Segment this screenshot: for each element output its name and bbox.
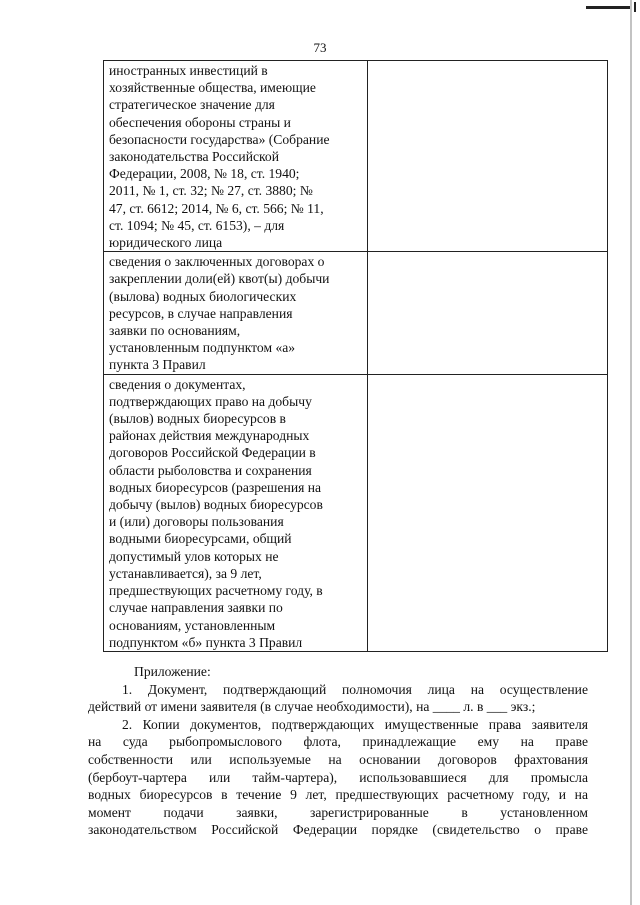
- row-description-line: основаниям, установленным: [109, 617, 276, 633]
- page-number: 73: [313, 40, 327, 55]
- table-row: [104, 61, 608, 252]
- row-description-line: закреплении доли(ей) квот(ы) добычи: [109, 271, 330, 287]
- row-description-line: добычу (вылов) водных биоресурсов: [109, 497, 323, 513]
- requirements-table: [103, 60, 608, 652]
- row-description-line: законодательства Российской: [109, 149, 279, 165]
- row-description-line: водными биоресурсами, общий: [109, 531, 292, 547]
- attachment-item-1-line-1: 1. Документ, подтверждающий полномочия лица на осуществление: [122, 681, 588, 697]
- row-description-cell: [104, 374, 368, 651]
- scan-corner-mark: [586, 6, 630, 9]
- attachment-item-2-line-1: 2. Копии документов, подтверждающих имущественные права заявителя: [122, 716, 588, 732]
- attachment-item-2-line-2: на суда рыбопромыслового флота, принадлежащие ему на праве: [88, 734, 588, 750]
- row-description-line: иностранных инвестиций в: [109, 63, 268, 78]
- row-description-line: водных биоресурсов (разрешения на: [109, 479, 322, 495]
- scan-edge-line: [630, 0, 632, 905]
- row-description-line: (вылов) водных биоресурсов в: [109, 411, 286, 427]
- row-description-line: 47, ст. 6612; 2014, № 6, ст. 566; № 11,: [109, 200, 324, 216]
- attachment-item-2-line-7: законодательством Российской Федерации порядке (свидетельство о праве: [88, 822, 588, 838]
- row-description-line: области рыболовства и сохранения: [109, 462, 312, 478]
- row-description-line: установленным подпунктом «а»: [109, 340, 296, 356]
- table-row: [104, 252, 608, 374]
- scan-corner-tick: [626, 2, 636, 12]
- row-description-line: устанавливается), за 9 лет,: [109, 565, 262, 581]
- attachment-item-2-line-3: собственности или используемые на основании договоров фрахтования: [88, 751, 588, 767]
- attachment-item-2-line-6: момент подачи заявки, зарегистрированные в установленном: [88, 804, 588, 820]
- table-row: [104, 374, 608, 651]
- row-description-cell: [104, 61, 368, 252]
- row-description-line: хозяйственные общества, имеющие: [109, 80, 316, 96]
- attachment-item-2-line-5: водных биоресурсов в течение 9 лет, предшествующих расчетному году, и на: [88, 787, 588, 803]
- row-description-line: сведения о документах,: [109, 376, 246, 392]
- row-description-line: заявки по основаниям,: [109, 323, 241, 339]
- row-description-line: ресурсов, в случае направления: [109, 305, 293, 321]
- row-value-cell: [368, 374, 608, 651]
- row-description-line: ст. 1094; № 45, ст. 6153), – для: [109, 217, 285, 233]
- row-description-line: предшествующих расчетному году, в: [109, 583, 323, 599]
- row-description-line: допустимый улов которых не: [109, 548, 279, 564]
- row-description-line: договоров Российской Федерации в: [109, 445, 316, 461]
- attachment-item-1-line-2: действий от имени заявителя (в случае необходимости), на ____ л. в ___ экз.;: [88, 699, 536, 715]
- row-description-line: подтверждающих право на добычу: [109, 393, 312, 409]
- attachment-item-2-line-4: (бербоут-чартера или тайм-чартера), использовавшиеся для промысла: [88, 769, 588, 785]
- row-description-line: стратегическое значение для: [109, 97, 275, 113]
- row-description-line: и (или) договоры пользования: [109, 514, 284, 530]
- row-description-line: юридического лица: [109, 235, 223, 251]
- row-description-line: подпунктом «б» пункта 3 Правил: [109, 634, 303, 650]
- row-description-line: Федерации, 2008, № 18, ст. 1940;: [109, 166, 300, 182]
- row-description-line: безопасности государства» (Собрание: [109, 131, 330, 147]
- row-description-line: районах действия международных: [109, 428, 310, 444]
- row-description-line: обеспечения обороны страны и: [109, 114, 291, 130]
- row-description-line: пункта 3 Правил: [109, 357, 206, 373]
- row-description-line: (вылова) водных биологических: [109, 288, 297, 304]
- row-description-cell: [104, 252, 368, 374]
- attachment-heading: Приложение:: [134, 664, 211, 679]
- row-description-line: случае направления заявки по: [109, 600, 283, 616]
- row-value-cell: [368, 61, 608, 252]
- attachment-section: [88, 663, 588, 839]
- row-description-line: сведения о заключенных договорах о: [109, 254, 325, 270]
- row-value-cell: [368, 252, 608, 374]
- row-description-line: 2011, № 1, ст. 32; № 27, ст. 3880; №: [109, 183, 313, 199]
